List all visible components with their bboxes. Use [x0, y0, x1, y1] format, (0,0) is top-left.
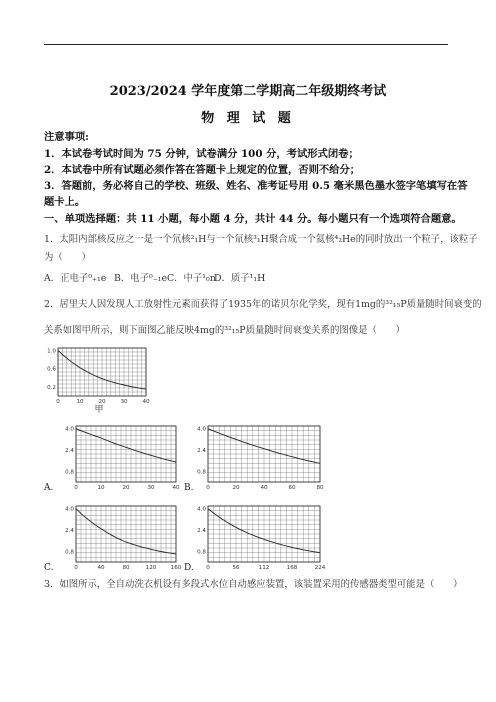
q1-line1: 1．太阳内部核反应之一是一个氘核²₁H与一个氚核³₁H聚合成一个氦核⁴₂He的同时放出一个粒子，该粒子 [44, 234, 478, 245]
x-tick-label: 20 [122, 485, 130, 491]
notice-item-1: 1．本试卷考试时间为 75 分钟，试卷满分 100 分，考试形式闭卷； [44, 148, 359, 160]
x-tick-label: 10 [97, 485, 105, 491]
x-tick-label: 160 [170, 565, 182, 571]
y-tick-label: 4.0 [197, 426, 206, 433]
x-tick-label: 168 [286, 565, 298, 571]
y-tick-label: 4.0 [65, 426, 74, 433]
chart-option-d [186, 500, 326, 580]
q1-option-d: D．质子¹₁H [214, 273, 266, 284]
exam-title: 2023/2024 学年度第二学期高二年级期终考试 [109, 84, 387, 99]
x-tick-label: 60 [288, 485, 296, 491]
y-tick-label: 4.0 [197, 506, 206, 513]
y-tick-label: 2.4 [65, 528, 74, 534]
x-tick-label: 30 [120, 399, 128, 405]
header-rule [44, 44, 448, 45]
y-tick-label: 0.8 [197, 549, 206, 556]
notice-item-4: 题卡上。 [44, 196, 86, 208]
q2-line2: 关系如图甲所示，则下面图乙能反映4mg的³²₁₅P质量随时间衰变关系的图像是（ ） [44, 325, 405, 336]
x-tick-label: 0 [206, 565, 210, 571]
q1-option-b: B．电子⁰₋₁e [114, 273, 168, 284]
q1-option-a: A．正电子⁰₊₁e [44, 273, 107, 284]
exam-subtitle: 物 理 试 题 [201, 111, 295, 126]
chart-label: 甲 [94, 405, 104, 415]
x-tick-label: 30 [147, 485, 155, 491]
y-tick-label: 2.4 [65, 448, 74, 454]
y-tick-label: 0.8 [65, 469, 74, 476]
y-tick-label: 2.4 [197, 448, 206, 454]
x-tick-label: 40 [260, 485, 268, 491]
chart-option-c [44, 500, 184, 580]
x-tick-label: 0 [56, 399, 60, 405]
notice-item-2: 2．本试卷中所有试题必须作答在答题卡上规定的位置，否则不给分； [44, 164, 361, 176]
notice-heading: 注意事项: [44, 131, 89, 143]
x-tick-label: 224 [314, 565, 326, 571]
x-tick-label: 20 [98, 399, 106, 405]
y-tick-label: 0.2 [47, 384, 56, 391]
y-tick-label: 1.0 [47, 348, 56, 355]
x-tick-label: 40 [172, 485, 180, 491]
y-tick-label: 0.8 [197, 469, 206, 476]
notice-item-3: 3．答题前，务必将自己的学校、班级、姓名、准考证号用 0.5 毫米黑色墨水签字笔填写在答 [44, 180, 468, 192]
x-tick-label: 0 [206, 485, 210, 491]
x-tick-label: 120 [145, 565, 157, 571]
x-tick-label: 20 [232, 485, 240, 491]
x-tick-label: 80 [316, 485, 324, 491]
chart-option-b [186, 420, 326, 500]
chart-label: B. [184, 483, 194, 493]
q2-line1: 2．居里夫人因发现人工放射性元素而获得了1935年的诺贝尔化学奖，现有1mg的³²₁₅P质量随时间衰变的 [44, 299, 482, 310]
chart-option-a [44, 420, 184, 500]
y-tick-label: 0.6 [47, 366, 56, 373]
y-tick-label: 4.0 [65, 506, 74, 513]
x-tick-label: 0 [74, 485, 78, 491]
chart-label: C. [44, 563, 54, 573]
x-tick-label: 40 [97, 565, 105, 571]
section-heading: 一、单项选择题：共 11 小题，每小题 4 分，共计 44 分。每小题只有一个选项符合题意。 [44, 213, 462, 225]
chart-label: D. [184, 563, 194, 573]
x-tick-label: 10 [76, 399, 84, 405]
x-tick-label: 80 [122, 565, 130, 571]
x-tick-label: 56 [232, 565, 240, 571]
q3-line1: 3．如图所示，全自动洗衣机设有多段式水位自动感应装置，该装置采用的传感器类型可能是（ ） [44, 579, 463, 590]
x-tick-label: 40 [142, 399, 150, 405]
x-tick-label: 112 [258, 565, 270, 571]
q1-option-c: C．中子¹₀n [167, 273, 216, 284]
chart-jia [44, 344, 154, 416]
chart-label: A. [44, 483, 54, 493]
x-tick-label: 0 [74, 565, 78, 571]
q1-line2: 为（ ） [44, 252, 91, 263]
y-tick-label: 0.8 [65, 549, 74, 556]
y-tick-label: 2.4 [197, 528, 206, 534]
